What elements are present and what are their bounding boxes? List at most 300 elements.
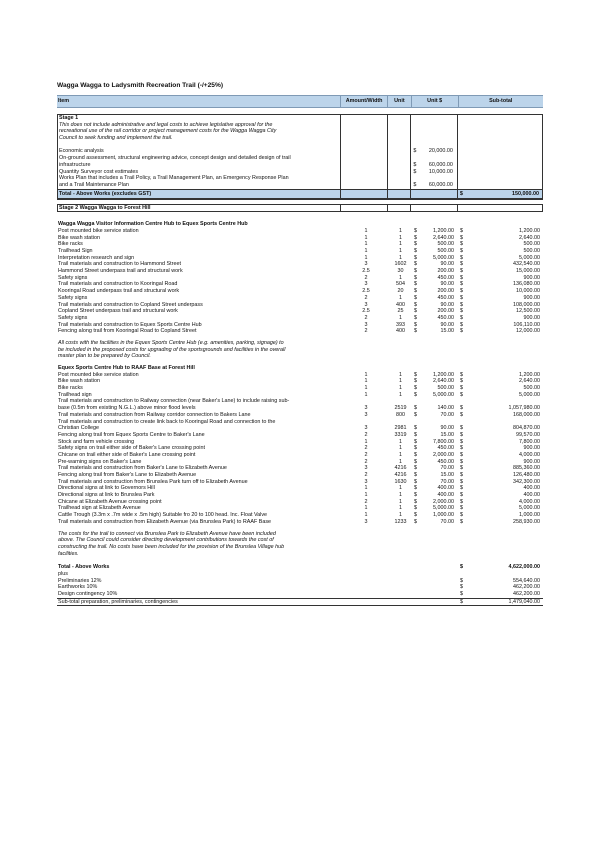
- item-description: Trail materials and construction from Baker's Lane to Elizabeth Avenue: [58, 465, 227, 472]
- currency-symbol: $: [460, 445, 463, 452]
- table-row: [57, 492, 543, 499]
- table-row: [57, 398, 543, 405]
- subtotal-cell: [458, 295, 543, 302]
- item-description: Bike wash station: [58, 234, 100, 241]
- item-description: Safety signs on trail either side of Baker's Lane crossing point: [58, 445, 205, 452]
- table-row: [57, 248, 543, 255]
- subtotal-cell: [458, 308, 543, 315]
- currency-symbol: $: [414, 465, 417, 472]
- amount-cell: 2: [364, 451, 368, 458]
- item-description: Post mounted bike service station: [58, 227, 139, 234]
- table-row: [57, 241, 543, 248]
- unit-cost-cell: [412, 255, 458, 262]
- unit-cost-cell: [412, 492, 458, 499]
- subtotal: 400.00: [523, 492, 540, 499]
- currency-symbol: $: [460, 254, 463, 261]
- unit-cell: 1: [399, 294, 402, 301]
- currency-symbol: $: [414, 254, 417, 261]
- currency-symbol: $: [460, 261, 463, 268]
- item-description: Trail materials and construction to create link back to Kooringal Road and connection to the: [58, 418, 276, 425]
- unit-cost-cell: [412, 295, 458, 302]
- amount-cell: 1: [364, 227, 368, 234]
- table-row: [57, 432, 543, 439]
- unit-cost-cell: [412, 281, 458, 288]
- currency-symbol: $: [414, 498, 417, 505]
- unit-cost-cell: [412, 398, 458, 405]
- amount-cell: 1: [364, 512, 368, 519]
- subtotal-cell: [458, 281, 543, 288]
- note-row: [57, 340, 543, 347]
- table-row: [57, 255, 543, 262]
- unit-cell: 1: [399, 451, 402, 458]
- currency-symbol: $: [414, 411, 417, 418]
- subtotal: 106,110.00: [513, 321, 540, 328]
- unit-cost: 2,000.00: [433, 498, 454, 505]
- item-description: Fencing along trail from Kooringal Road to Copland Street: [58, 328, 197, 335]
- sub-section-heading: [57, 365, 543, 372]
- subtotal-cell: [458, 505, 543, 512]
- subtotal-cell: [458, 485, 543, 492]
- item-description: Chicane on trail either side of Baker's Lane crossing point: [58, 451, 196, 458]
- unit-cell: 1233: [394, 518, 407, 525]
- stage-2-section: [57, 204, 543, 213]
- note-row: [58, 135, 542, 142]
- unit-cost: 5,000.00: [433, 505, 454, 512]
- table-row: [57, 479, 543, 486]
- subtotal: 1,057,980.00: [508, 405, 540, 412]
- currency-symbol: $: [460, 564, 463, 571]
- subtotal-cell: [458, 519, 543, 526]
- subtotal: 2,640.00: [519, 378, 540, 385]
- total-label: Earthworks 10%: [58, 584, 98, 591]
- amount-cell: 1: [364, 438, 368, 445]
- item-description: Kooringal Road underpass trail and structural work: [58, 288, 180, 295]
- currency-symbol: $: [414, 472, 417, 478]
- subtotal-cell: [458, 419, 543, 426]
- currency-symbol: $: [460, 321, 463, 328]
- unit-cost: 200.00: [437, 268, 454, 275]
- currency-symbol: $: [460, 328, 463, 335]
- amount-cell: 2.5: [362, 288, 370, 295]
- amount-cell: 3: [364, 281, 368, 288]
- unit-cost-cell: [412, 505, 458, 512]
- currency-symbol: $: [460, 584, 463, 591]
- currency-symbol: $: [414, 505, 417, 512]
- item-description: Trail materials and construction from Railway corridor connection to Bakers Lane: [58, 411, 251, 418]
- note-line: constructing the trail. No costs have been included for the provision of the Brunslea Village hub: [58, 543, 285, 550]
- unit-cost-cell: [411, 182, 458, 189]
- currency-symbol: $: [460, 294, 463, 301]
- amount-cell: 3: [364, 261, 368, 268]
- subtotal-cell: [458, 492, 543, 499]
- item-description: Bike racks: [58, 241, 83, 248]
- amount-cell: 3: [364, 518, 368, 525]
- subtotal-cell: [458, 412, 543, 419]
- unit-cost-cell: [412, 392, 458, 399]
- subtotal-cell: [458, 372, 543, 379]
- currency-symbol: $: [414, 405, 417, 412]
- subtotal: 99,570.00: [516, 431, 540, 438]
- total-value-cell: [458, 591, 543, 598]
- unit-cost-cell: [412, 228, 458, 235]
- unit-cost-cell: [411, 175, 458, 182]
- item-description: Safety signs: [58, 274, 88, 281]
- sub1-heading: Wagga Wagga Visitor Information Centre Hub to Equex Sports Centre Hub: [58, 221, 248, 228]
- currency-symbol: $: [414, 248, 417, 254]
- total-value-cell: [458, 599, 543, 606]
- unit-cell: 20: [397, 288, 404, 295]
- amount-cell: 2.5: [362, 268, 370, 275]
- table-row: [57, 472, 543, 479]
- currency-symbol: $: [460, 314, 463, 321]
- item-description: Pre-warning signs on Baker's Lane: [58, 458, 142, 465]
- unit-cost: 20,000.00: [428, 148, 453, 155]
- stage-1-total-row: [58, 189, 542, 199]
- subtotal: 12,000.00: [516, 328, 540, 335]
- unit-cost: 70.00: [440, 465, 454, 472]
- currency-symbol: $: [414, 431, 417, 438]
- unit-cost-cell: [412, 439, 458, 446]
- amount-cell: 2: [364, 472, 368, 478]
- unit-cell: [389, 419, 412, 426]
- currency-symbol: $: [460, 498, 463, 505]
- table-row: [57, 419, 543, 426]
- amount-cell: 2: [364, 328, 368, 335]
- currency-symbol: $: [414, 321, 417, 328]
- table-row: [57, 445, 543, 452]
- currency-symbol: $: [460, 371, 463, 378]
- item-description: Hammond Street underpass trail and structural work: [58, 268, 183, 275]
- unit-cost: 15.00: [440, 472, 454, 478]
- unit-cost: 450.00: [437, 445, 454, 452]
- item-description: Interpretation research and sign: [58, 254, 135, 261]
- document-title: Wagga Wagga to Ladysmith Recreation Trail (-/+25%): [57, 82, 224, 89]
- amount-cell: [343, 419, 389, 426]
- note-row: [57, 544, 543, 551]
- table-row: [57, 512, 543, 519]
- amount-cell: 3: [364, 478, 368, 485]
- note-line: This does not include administrative and legal costs to achieve legislative approval for the: [58, 122, 341, 129]
- currency-symbol: $: [459, 190, 463, 197]
- subtotal-cell: [458, 275, 543, 282]
- currency-symbol: $: [460, 438, 463, 445]
- note-line: facilities.: [58, 550, 79, 557]
- currency-symbol: $: [414, 391, 417, 398]
- unit-cost: 500.00: [437, 385, 454, 392]
- amount-cell: 3: [364, 465, 368, 472]
- unit-cost: 450.00: [437, 274, 454, 281]
- subtotal: 500.00: [523, 385, 540, 392]
- currency-symbol: $: [414, 308, 417, 315]
- unit-cost: 90.00: [440, 281, 454, 288]
- subtotal: 1,000.00: [519, 512, 540, 519]
- table-row: [57, 235, 543, 242]
- subtotal-cell: [458, 235, 543, 242]
- amount-cell: 2: [364, 294, 368, 301]
- unit-cost: 90.00: [440, 301, 454, 308]
- subtotal-cell: [458, 288, 543, 295]
- item-description: base (0.5m from existing N.G.L.) above minor flood levels: [58, 405, 196, 412]
- subtotal: 4,000.00: [519, 451, 540, 458]
- table-row: [57, 275, 543, 282]
- cost-estimate-sheet: [57, 82, 543, 606]
- item-description: Chicane at Elizabeth Avenue crossing point: [58, 498, 162, 505]
- item-description: Trail materials and construction from Brunslea Park turn off to Elizabeth Avenue: [58, 478, 248, 485]
- unit-cell: [389, 398, 412, 405]
- total-value-cell: [458, 584, 543, 591]
- subtotal: 400.00: [523, 485, 540, 492]
- unit-cell: 4216: [394, 472, 407, 478]
- total-value-cell: [458, 571, 543, 578]
- subtotal-cell: [458, 445, 543, 452]
- currency-symbol: $: [413, 168, 417, 175]
- table-row: [57, 505, 543, 512]
- unit-cost-cell: [412, 465, 458, 472]
- unit-cell: 1: [399, 234, 402, 241]
- table-row: [58, 142, 542, 149]
- unit-cost-cell: [412, 248, 458, 255]
- table-row: [57, 295, 543, 302]
- note-row: [58, 122, 542, 129]
- unit-cost: 450.00: [437, 294, 454, 301]
- table-row: [57, 288, 543, 295]
- table-row: [57, 485, 543, 492]
- item-description: Trailhead sign: [58, 391, 92, 398]
- item-description: Bike wash station: [58, 378, 100, 385]
- unit-cost: 70.00: [440, 518, 454, 525]
- currency-symbol: $: [460, 485, 463, 492]
- subtotal-cell: [458, 322, 543, 329]
- subtotal-cell: [458, 248, 543, 255]
- unit-cost-cell: [412, 479, 458, 486]
- note-row: [57, 537, 543, 544]
- subtotal: 900.00: [523, 274, 540, 281]
- stage-1-heading: Stage 1: [58, 115, 341, 122]
- unit-cell: 1: [399, 274, 402, 281]
- unit-cost: 200.00: [437, 288, 454, 295]
- unit-cost-cell: [412, 485, 458, 492]
- item-description: Trail materials and construction from Elizabeth Avenue (via Brunslea Park) to RAAF Base: [58, 518, 272, 525]
- unit-cost-cell: [412, 328, 458, 335]
- item-description: infrastructure: [58, 162, 341, 169]
- subtotal: 5,000.00: [519, 505, 540, 512]
- amount-cell: 1: [364, 234, 368, 241]
- currency-symbol: $: [414, 438, 417, 445]
- currency-symbol: $: [460, 301, 463, 308]
- currency-symbol: $: [460, 451, 463, 458]
- subtotal: 500.00: [523, 241, 540, 248]
- amount-cell: 1: [364, 385, 368, 392]
- unit-cost: 400.00: [437, 492, 454, 499]
- currency-symbol: $: [414, 451, 417, 458]
- currency-symbol: $: [460, 248, 463, 254]
- currency-symbol: $: [414, 371, 417, 378]
- unit-cost-cell: [412, 372, 458, 379]
- table-row: [57, 372, 543, 379]
- item-description: Trail materials and construction to Copland Street underpass: [58, 301, 203, 308]
- unit-cell: 1: [399, 241, 402, 248]
- note-row: [57, 347, 543, 354]
- subtotal-cell: [458, 385, 543, 392]
- table-row: [57, 268, 543, 275]
- total-value-cell: [458, 564, 543, 571]
- subtotal-cell: [458, 459, 543, 466]
- amount-cell: 2: [364, 274, 368, 281]
- subtotal: 4,000.00: [519, 498, 540, 505]
- table-row: [58, 162, 542, 169]
- currency-symbol: $: [414, 492, 417, 499]
- subtotal: 885,360.00: [513, 465, 540, 472]
- currency-symbol: $: [460, 505, 463, 512]
- subtotal: 5,000.00: [519, 391, 540, 398]
- unit-cell: 1: [399, 505, 402, 512]
- unit-cell: 1: [399, 445, 402, 452]
- unit-cost-cell: [412, 288, 458, 295]
- total-row: [57, 578, 543, 585]
- unit-cost-cell: [412, 425, 458, 432]
- total-value: 462,200.00: [513, 584, 540, 591]
- subtotal: 12,500.00: [516, 308, 540, 315]
- currency-symbol: $: [460, 274, 463, 281]
- unit-cost: 500.00: [437, 248, 454, 254]
- item-description: Trail materials and construction to Kooringal Road: [58, 281, 178, 288]
- unit-cost: 140.00: [437, 405, 454, 412]
- item-description: Stock and farm vehicle crossing: [58, 438, 135, 445]
- unit-cell: 393: [396, 321, 405, 328]
- total-value: 4,622,000.00: [508, 564, 540, 571]
- unit-cost-cell: [412, 268, 458, 275]
- note-row: [57, 551, 543, 558]
- amount-cell: 2: [364, 445, 368, 452]
- item-description: Fencing along trail from Equex Sports Centre to Baker's Lane: [58, 431, 205, 438]
- currency-symbol: $: [460, 385, 463, 392]
- subtotal: 900.00: [523, 458, 540, 465]
- currency-symbol: $: [414, 378, 417, 385]
- unit-cost-cell: [412, 241, 458, 248]
- subtotal-cell: [458, 302, 543, 309]
- unit-cost-cell: [411, 169, 458, 176]
- subtotal: 500.00: [523, 248, 540, 254]
- currency-symbol: $: [414, 445, 417, 452]
- unit-cost: 70.00: [440, 478, 454, 485]
- currency-symbol: $: [460, 465, 463, 472]
- subtotal-cell: [458, 255, 543, 262]
- total-row: [57, 584, 543, 591]
- currency-symbol: $: [460, 458, 463, 465]
- currency-symbol: $: [460, 518, 463, 525]
- unit-cell: 1: [399, 385, 402, 392]
- subtotal-cell: [458, 328, 543, 335]
- total-label: Preliminaries 12%: [58, 577, 102, 584]
- unit-cell: 2519: [394, 405, 407, 412]
- table-row: [57, 328, 543, 335]
- item-description: Economic analysis: [58, 148, 341, 155]
- unit-cost-cell: [412, 235, 458, 242]
- subtotal: 900.00: [523, 445, 540, 452]
- unit-cell: 1: [399, 492, 402, 499]
- stage-1-total-label: Total - Above Works (excludes GST): [58, 190, 341, 198]
- subtotal: 432,540.00: [513, 261, 540, 268]
- note-row: [57, 353, 543, 360]
- subtotal: 5,000.00: [519, 254, 540, 261]
- unit-cost-cell: [412, 302, 458, 309]
- unit-cost: 5,000.00: [433, 391, 454, 398]
- subtotal-cell: [458, 432, 543, 439]
- unit-cost-cell: [412, 275, 458, 282]
- total-row: [57, 564, 543, 571]
- subtotal: 108,000.00: [513, 301, 540, 308]
- item-description: Christian College: [58, 425, 100, 432]
- unit-cost: 1,200.00: [433, 227, 454, 234]
- currency-symbol: $: [460, 288, 463, 295]
- subtotal: 136,080.00: [513, 281, 540, 288]
- unit-cost: 200.00: [437, 308, 454, 315]
- item-description: Directional signs at link to Governors Hill: [58, 485, 155, 492]
- item-description: Works Plan that includes a Trail Policy, a Trail Management Plan, an Emergency Response Plan: [58, 175, 341, 182]
- unit-cost-cell: [412, 432, 458, 439]
- table-row: [57, 308, 543, 315]
- amount-cell: 1: [364, 371, 368, 378]
- unit-cost-cell: [412, 322, 458, 329]
- currency-symbol: $: [460, 391, 463, 398]
- unit-cell: 25: [397, 308, 404, 315]
- subtotal: 168,000.00: [513, 411, 540, 418]
- currency-symbol: $: [460, 492, 463, 499]
- currency-symbol: $: [414, 314, 417, 321]
- unit-cost-cell: [412, 378, 458, 385]
- unit-cost: 15.00: [440, 431, 454, 438]
- header-unit-cost: Unit $: [412, 96, 459, 107]
- total-value: 462,200.00: [513, 591, 540, 597]
- currency-symbol: $: [414, 261, 417, 268]
- stage-2-heading: Stage 2 Wagga Wagga to Forest Hill: [58, 205, 341, 212]
- stage-1-total-value: 150,000.00: [512, 190, 540, 197]
- unit-cell: 1: [399, 371, 402, 378]
- unit-cost-cell: [412, 459, 458, 466]
- unit-cost-cell: [412, 445, 458, 452]
- unit-cost: 60,000.00: [428, 181, 453, 188]
- currency-symbol: $: [460, 425, 463, 432]
- subtotal-cell: [458, 228, 543, 235]
- currency-symbol: $: [460, 268, 463, 275]
- currency-symbol: $: [414, 227, 417, 234]
- item-description: Directional signs at link to Brunslea Park: [58, 492, 155, 499]
- currency-symbol: $: [460, 405, 463, 412]
- currency-symbol: $: [413, 148, 417, 155]
- header-unit: Unit: [388, 96, 412, 107]
- unit-cost-cell: [411, 148, 458, 155]
- amount-cell: [343, 398, 389, 405]
- amount-cell: 1: [364, 248, 368, 254]
- subtotal-cell: [458, 465, 543, 472]
- currency-symbol: $: [413, 181, 417, 188]
- note-line: master plan to be prepared by Council.: [58, 353, 151, 360]
- unit-cost: 90.00: [440, 261, 454, 268]
- table-row: [57, 392, 543, 399]
- item-description: Quantity Surveyor cost estimates: [58, 169, 341, 176]
- amount-cell: 3: [364, 321, 368, 328]
- table-row: [57, 412, 543, 419]
- item-description: Cattle Trough (3.3m x .7m wide x .5m high) Suitable fro 20 to 100 head. Inc. Float Valve: [58, 512, 268, 519]
- currency-symbol: $: [414, 485, 417, 492]
- unit-cost-cell: [412, 499, 458, 506]
- currency-symbol: $: [460, 227, 463, 234]
- unit-cost-cell: [412, 519, 458, 526]
- subtotal-cell: [458, 268, 543, 275]
- currency-symbol: $: [460, 234, 463, 241]
- currency-symbol: $: [414, 425, 417, 432]
- unit-cost: 90.00: [440, 321, 454, 328]
